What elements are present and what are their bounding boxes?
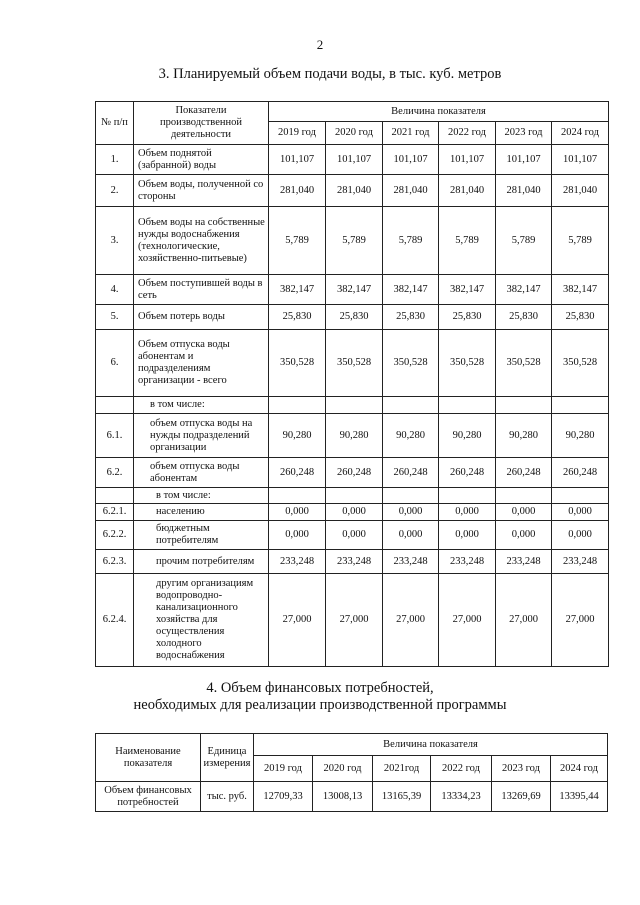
value-cell: 233,248 (552, 550, 609, 574)
value-cell: 260,248 (439, 458, 496, 488)
row-number: 4. (96, 275, 134, 305)
row-number (96, 397, 134, 414)
value-cell: 27,000 (326, 574, 383, 667)
financial-needs-table (95, 733, 608, 812)
value-cell: 350,528 (496, 330, 552, 397)
value-cell: 90,280 (326, 414, 383, 458)
row-label: населению (134, 504, 269, 521)
value-cell: 233,248 (269, 550, 326, 574)
value-cell: 5,789 (439, 207, 496, 275)
table1-title: 3. Планируемый объем подачи воды, в тыс. куб. метров (158, 66, 502, 82)
year-header: 2023 год (496, 122, 552, 145)
value-cell: 281,040 (552, 175, 609, 207)
table-row (96, 397, 609, 414)
value-cell: 281,040 (383, 175, 439, 207)
value-cell (439, 488, 496, 504)
page-number: 2 (316, 37, 324, 52)
row-label: Объем поднятой (забранной) воды (134, 145, 269, 175)
value-cell: 13008,13 (313, 782, 373, 812)
table-row (96, 145, 609, 175)
value-cell: 233,248 (439, 550, 496, 574)
row-number: 6.1. (96, 414, 134, 458)
table-row (96, 175, 609, 207)
value-cell: 13395,44 (551, 782, 608, 812)
table2-title-line1: 4. Объем финансовых потребностей, (206, 680, 434, 696)
row-label: Объем отпуска воды абонентам и подразделениям организации - всего (134, 330, 269, 397)
value-cell: 233,248 (383, 550, 439, 574)
table2-title-line2: необходимых для реализации производственной программы (133, 697, 507, 713)
value-cell: 27,000 (496, 574, 552, 667)
value-cell: 101,107 (383, 145, 439, 175)
table-row (96, 574, 609, 667)
value-cell: 260,248 (383, 458, 439, 488)
table2-title (40, 680, 600, 714)
value-cell: 13269,69 (492, 782, 551, 812)
value-cell: 27,000 (552, 574, 609, 667)
table-row (96, 458, 609, 488)
value-cell: 281,040 (496, 175, 552, 207)
value-cell: 101,107 (439, 145, 496, 175)
value-cell: 0,000 (326, 521, 383, 550)
value-cell: 0,000 (269, 521, 326, 550)
row-label: в том числе: (134, 488, 269, 504)
year-header: 2021год (373, 756, 431, 782)
row-label: бюджетным потребителям (134, 521, 269, 550)
row-label: Объем финансовых потребностей (96, 782, 201, 812)
value-cell (439, 397, 496, 414)
row-number: 6.2.3. (96, 550, 134, 574)
value-cell: 5,789 (326, 207, 383, 275)
value-cell: 101,107 (269, 145, 326, 175)
row-number (96, 488, 134, 504)
value-cell: 350,528 (326, 330, 383, 397)
value-cell (326, 397, 383, 414)
value-cell: 382,147 (383, 275, 439, 305)
table-row (96, 305, 609, 330)
value-cell: 101,107 (326, 145, 383, 175)
value-cell: 27,000 (383, 574, 439, 667)
value-cell: 90,280 (269, 414, 326, 458)
table-row (96, 330, 609, 397)
value-cell: 0,000 (383, 504, 439, 521)
table-row (96, 414, 609, 458)
value-cell: 90,280 (383, 414, 439, 458)
value-cell: 260,248 (552, 458, 609, 488)
value-cell: 281,040 (439, 175, 496, 207)
header-value-group: Величина показателя (269, 102, 609, 122)
value-cell: 13165,39 (373, 782, 431, 812)
value-cell (326, 488, 383, 504)
value-cell: 281,040 (326, 175, 383, 207)
value-cell: 27,000 (439, 574, 496, 667)
table-row (96, 521, 609, 550)
value-cell: 0,000 (326, 504, 383, 521)
table-row (96, 275, 609, 305)
value-cell: 0,000 (552, 521, 609, 550)
year-header: 2021 год (383, 122, 439, 145)
row-label: другим организациям водопроводно-канализационного хозяйства для осуществления холодного водоснабжения (134, 574, 269, 667)
value-cell: 0,000 (439, 521, 496, 550)
value-cell: 382,147 (552, 275, 609, 305)
year-header: 2024 год (551, 756, 608, 782)
row-number: 6.2. (96, 458, 134, 488)
row-label: в том числе: (134, 397, 269, 414)
value-cell: 90,280 (552, 414, 609, 458)
header-value-group: Величина показателя (254, 734, 608, 756)
value-cell: 350,528 (552, 330, 609, 397)
value-cell: 27,000 (269, 574, 326, 667)
table-row (96, 488, 609, 504)
table-row (96, 782, 608, 812)
value-cell: 260,248 (326, 458, 383, 488)
value-cell: 0,000 (269, 504, 326, 521)
value-cell: 382,147 (496, 275, 552, 305)
value-cell: 350,528 (269, 330, 326, 397)
row-label: прочим потребителям (134, 550, 269, 574)
year-header: 2020 год (313, 756, 373, 782)
row-number: 3. (96, 207, 134, 275)
row-number: 6.2.4. (96, 574, 134, 667)
row-label: Объем воды на собственные нужды водоснабжения (технологические, хозяйственно-питьевые) (134, 207, 269, 275)
row-label: объем отпуска воды абонентам (134, 458, 269, 488)
value-cell: 90,280 (439, 414, 496, 458)
value-cell: 233,248 (326, 550, 383, 574)
value-cell: 0,000 (552, 504, 609, 521)
value-cell: 0,000 (439, 504, 496, 521)
value-cell: 382,147 (269, 275, 326, 305)
header-indicator: Показатели производственной деятельности (134, 102, 269, 145)
table-row (96, 550, 609, 574)
value-cell: 25,830 (383, 305, 439, 330)
value-cell (269, 397, 326, 414)
value-cell: 260,248 (496, 458, 552, 488)
value-cell: 281,040 (269, 175, 326, 207)
year-header: 2022 год (439, 122, 496, 145)
value-cell: 382,147 (326, 275, 383, 305)
value-cell: 5,789 (383, 207, 439, 275)
value-cell (383, 397, 439, 414)
value-cell: 25,830 (269, 305, 326, 330)
value-cell (552, 488, 609, 504)
row-label: объем отпуска воды на нужды подразделений организации (134, 414, 269, 458)
water-supply-table (95, 101, 609, 667)
value-cell: 25,830 (496, 305, 552, 330)
value-cell: 233,248 (496, 550, 552, 574)
row-number: 2. (96, 175, 134, 207)
row-number: 1. (96, 145, 134, 175)
row-label: Объем поступившей воды в сеть (134, 275, 269, 305)
year-header: 2019 год (269, 122, 326, 145)
year-header: 2020 год (326, 122, 383, 145)
row-number: 6.2.1. (96, 504, 134, 521)
value-cell: 0,000 (383, 521, 439, 550)
value-cell: 25,830 (439, 305, 496, 330)
year-header: 2024 год (552, 122, 609, 145)
value-cell: 350,528 (383, 330, 439, 397)
value-cell: 12709,33 (254, 782, 313, 812)
value-cell: 5,789 (552, 207, 609, 275)
value-cell (496, 397, 552, 414)
value-cell (269, 488, 326, 504)
header-name: Наименование показателя (96, 734, 201, 782)
value-cell: 25,830 (552, 305, 609, 330)
value-cell (552, 397, 609, 414)
value-cell: 25,830 (326, 305, 383, 330)
table-row (96, 504, 609, 521)
row-number: 6.2.2. (96, 521, 134, 550)
value-cell: 101,107 (496, 145, 552, 175)
value-cell (496, 488, 552, 504)
value-cell: 382,147 (439, 275, 496, 305)
row-number: 5. (96, 305, 134, 330)
value-cell: 0,000 (496, 521, 552, 550)
value-cell: 5,789 (496, 207, 552, 275)
value-cell: 13334,23 (431, 782, 492, 812)
value-cell: 260,248 (269, 458, 326, 488)
year-header: 2023 год (492, 756, 551, 782)
value-cell: 0,000 (496, 504, 552, 521)
value-cell: 101,107 (552, 145, 609, 175)
unit-cell: тыс. руб. (201, 782, 254, 812)
value-cell (383, 488, 439, 504)
row-label: Объем потерь воды (134, 305, 269, 330)
value-cell: 350,528 (439, 330, 496, 397)
table-row (96, 207, 609, 275)
value-cell: 5,789 (269, 207, 326, 275)
row-number: 6. (96, 330, 134, 397)
year-header: 2022 год (431, 756, 492, 782)
row-label: Объем воды, полученной со стороны (134, 175, 269, 207)
header-number: № п/п (96, 102, 134, 145)
value-cell: 90,280 (496, 414, 552, 458)
year-header: 2019 год (254, 756, 313, 782)
header-unit: Единица измерения (201, 734, 254, 782)
